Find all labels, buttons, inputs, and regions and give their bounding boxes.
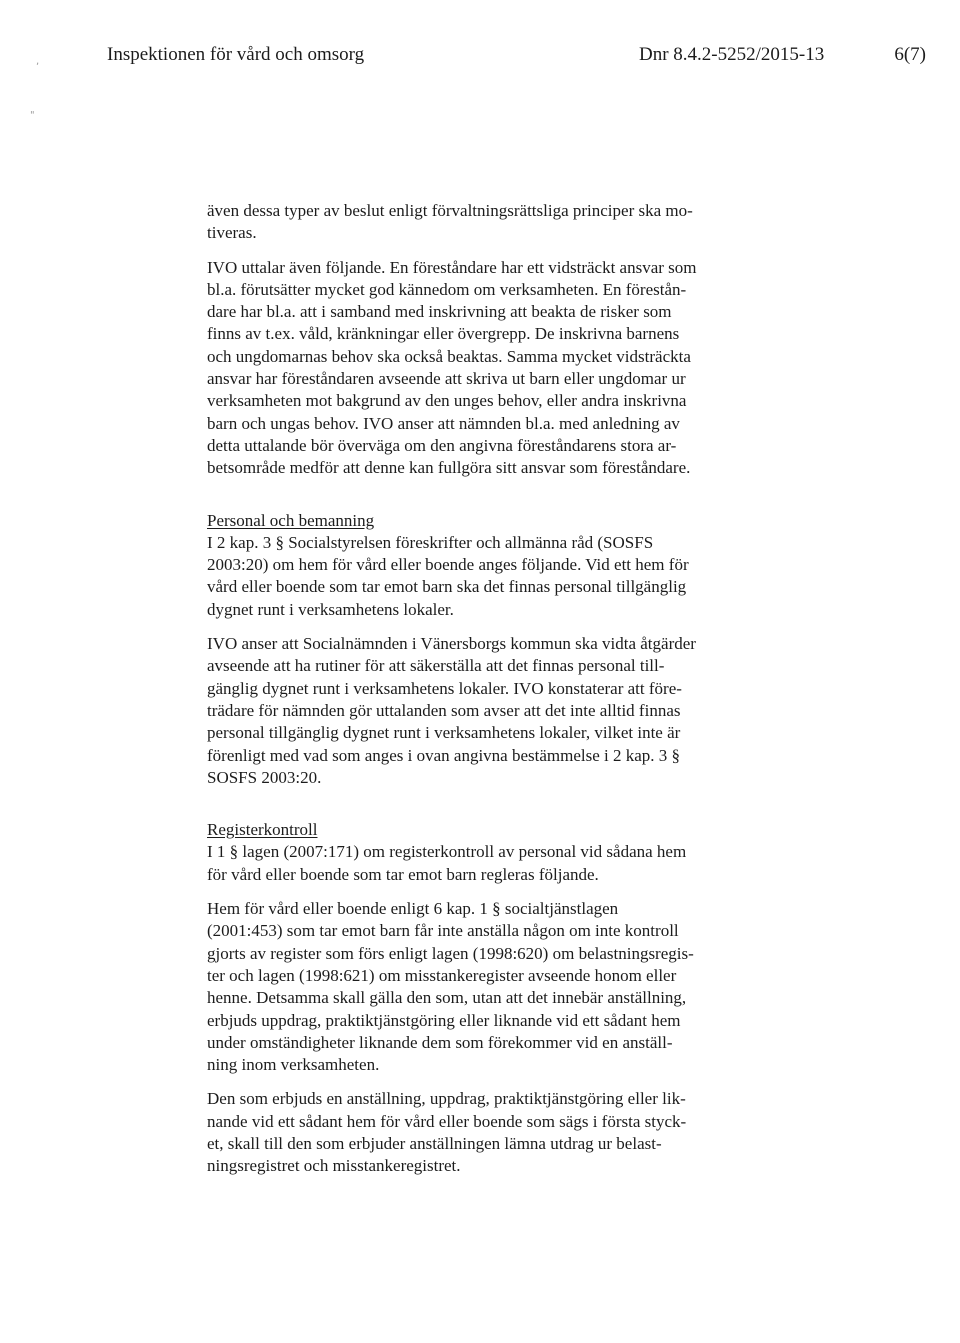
text-line: gänglig dygnet runt i verksamhetens lokaler. IVO konstaterar att före- [207, 678, 682, 698]
text-line: SOSFS 2003:20. [207, 767, 322, 787]
paragraph [207, 532, 769, 621]
paragraph [207, 1088, 769, 1177]
text-line: et, skall till den som erbjuder anställningen lämna utdrag ur belast- [207, 1133, 662, 1153]
text-line: för vård eller boende som tar emot barn regleras följande. [207, 864, 599, 884]
text-line: ansvar har föreståndaren avseende att skriva ut barn eller ungdomar ur [207, 369, 686, 389]
text-line: barn och ungas behov. IVO anser att nämnden bl.a. med anledning av [207, 413, 680, 433]
organization-name: Inspektionen för vård och omsorg [107, 44, 365, 65]
text-line: verksamheten mot bakgrund av den unges behov, eller andra inskrivna [207, 391, 687, 411]
text-line: Hem för vård eller boende enligt 6 kap. 1 § socialtjänstlagen [207, 899, 619, 919]
document-number: Dnr 8.4.2-5252/2015-13 [639, 44, 825, 65]
document-body [207, 200, 769, 1178]
text-line: och ungdomarnas behov ska också beaktas. Samma mycket vidsträckta [207, 346, 691, 366]
text-line: ningsregistret och misstankeregistret. [207, 1156, 461, 1176]
text-line: I 2 kap. 3 § Socialstyrelsen föreskrifter och allmänna råd (SOSFS [207, 532, 654, 552]
text-line: henne. Detsamma skall gälla den som, utan att det innebär anställning, [207, 988, 687, 1008]
scan-mark: " [30, 110, 35, 121]
text-line: avseende att ha rutiner för att säkerställa att det finnas personal till- [207, 656, 665, 676]
paragraph [207, 898, 769, 1076]
scan-mark: , [36, 56, 40, 67]
text-line: 2003:20) om hem för vård eller boende anges följande. Vid ett hem för [207, 555, 689, 575]
text-line: I 1 § lagen (2007:171) om registerkontroll av personal vid sådana hem [207, 842, 687, 862]
page-number: 6(7) [894, 44, 926, 65]
text-line: dygnet runt i verksamhetens lokaler. [207, 599, 454, 619]
text-line: trädare för nämnden gör uttalanden som avser att det inte alltid finnas [207, 700, 681, 720]
text-line: förenligt med vad som anges i ovan angivna bestämmelse i 2 kap. 3 § [207, 745, 681, 765]
section-heading-register [207, 819, 769, 841]
paragraph [207, 200, 769, 245]
text-line: vård eller boende som tar emot barn ska det finnas personal tillgänglig [207, 577, 687, 597]
text-line: erbjuds uppdrag, praktiktjänstgöring eller liknande vid ett sådant hem [207, 1010, 681, 1030]
paragraph [207, 841, 769, 886]
text-line: under omständigheter liknande dem som förekommer vid en anställ- [207, 1032, 673, 1052]
text-line: detta uttalande bör överväga om den angivna föreståndarens stora ar- [207, 435, 677, 455]
text-line: personal tillgänglig dygnet runt i verksamhetens lokaler, vilket inte är [207, 723, 681, 743]
paragraph [207, 633, 769, 789]
section-heading-personal [207, 510, 769, 532]
paragraph [207, 257, 769, 480]
text-line: dare har bl.a. att i samband med inskrivning att beakta de risker som [207, 302, 672, 322]
text-line: IVO uttalar även följande. En föreståndare har ett vidsträckt ansvar som [207, 257, 697, 277]
text-line: bl.a. förutsätter mycket god kännedom om verksamheten. En förestån- [207, 279, 687, 299]
text-line: nande vid ett sådant hem för vård eller boende som sägs i första styck- [207, 1111, 687, 1131]
text-line: Den som erbjuds en anställning, uppdrag, praktiktjänstgöring eller lik- [207, 1089, 686, 1109]
text-line: IVO anser att Socialnämnden i Vänersborgs kommun ska vidta åtgärder [207, 634, 696, 654]
text-line: ter och lagen (1998:621) om misstankeregister avseende honom eller [207, 965, 677, 985]
text-line: (2001:453) som tar emot barn får inte anställa någon om inte kontroll [207, 921, 679, 941]
text-line: även dessa typer av beslut enligt förvaltningsrättsliga principer ska mo- [207, 201, 693, 220]
heading-text: Personal och bemanning [207, 510, 375, 530]
page-header [107, 40, 926, 70]
heading-text: Registerkontroll [207, 820, 318, 840]
text-line: tiveras. [207, 223, 257, 243]
text-line: gjorts av register som förs enligt lagen (1998:620) om belastningsregis- [207, 943, 694, 963]
text-line: finns av t.ex. våld, kränkningar eller övergrepp. De inskrivna barnens [207, 324, 680, 344]
text-line: betsområde medför att denne kan fullgöra sitt ansvar som föreståndare. [207, 458, 691, 478]
text-line: ning inom verksamheten. [207, 1055, 380, 1075]
